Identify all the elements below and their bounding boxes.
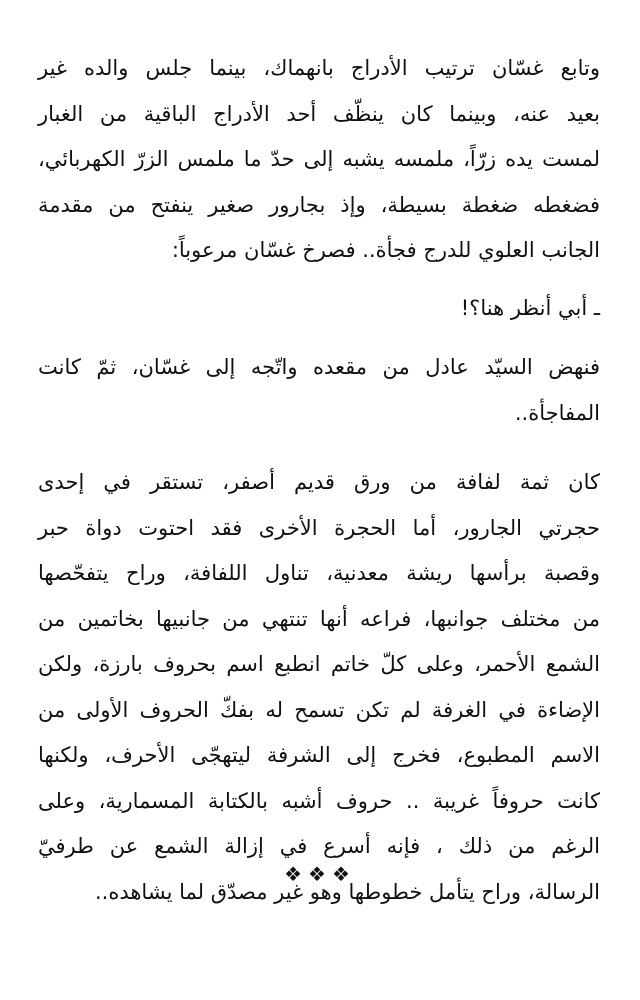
text-line: لمست يده زرّاً، ملمسه يشبه إلى حدّ ما ملمس الزرّ الكهربائي، xyxy=(38,147,600,171)
text-line: كانت حروفاً غريبة .. حروف أشبه بالكتابة المسمارية، وعلى xyxy=(38,788,600,813)
text-line: المفاجأة.. xyxy=(514,400,600,425)
text-line: بعيد عنه، وبينما كان ينظّف أحد الأدراج الباقية من الغبار xyxy=(38,101,600,126)
text-line: وتابع غسّان ترتيب الأدراج بانهماك، بينما جلس والده غير xyxy=(38,56,600,80)
paragraph-4 xyxy=(38,460,600,915)
text-line: ـ أبي أنظر هنا؟! xyxy=(460,295,600,320)
text-line: كان ثمة لفافة من ورق قديم أصفر، تستقر في إحدى xyxy=(38,470,600,494)
text-line: فضغطه ضغطة بسيطة، وإذ بجارور صغير ينفتح من مقدمة xyxy=(38,192,600,217)
text-line: من مختلف جوانبها، فراعه أنها تنتهي من جانبيها بخاتمين من xyxy=(38,606,600,631)
text-line: الجانب العلوي للدرج فجأة.. فصرخ غسّان مرعوباً: xyxy=(171,238,600,262)
text-line: وقصبة برأسها ريشة معدنية، تناول اللفافة، وراح يتفحّصها xyxy=(38,561,600,585)
text-line: فنهض السيّد عادل من مقعده واتّجه إلى غسّان، ثمّ كانت xyxy=(38,355,600,379)
paragraph-1 xyxy=(38,46,600,274)
text-line: حجرتي الجارور، أما الحجرة الأخرى فقد احتوت دواة حبر xyxy=(38,515,600,540)
text-line: الإضاءة في الغرفة لم تكن تسمح له بفكّ الحروف الأولى من xyxy=(38,697,600,722)
text-line: الاسم المطبوع، فخرج إلى الشرفة ليتهجّى الأحرف، ولكنها xyxy=(38,743,600,767)
paragraph-3 xyxy=(38,345,600,436)
text-line: الرغم من ذلك ، فإنه أسرع في إزالة الشمع عن طرفيّ xyxy=(38,834,600,858)
text-line: الشمع الأحمر، وعلى كلّ خاتم انطبع اسم بحروف بارزة، ولكن xyxy=(38,652,600,676)
paragraph-2 xyxy=(38,286,600,332)
text-line: الرسالة، وراح يتأمل خطوطها وهو غير مصدّق لما يشاهده.. xyxy=(94,879,600,904)
section-divider-ornament: ❖❖❖ xyxy=(284,862,356,886)
